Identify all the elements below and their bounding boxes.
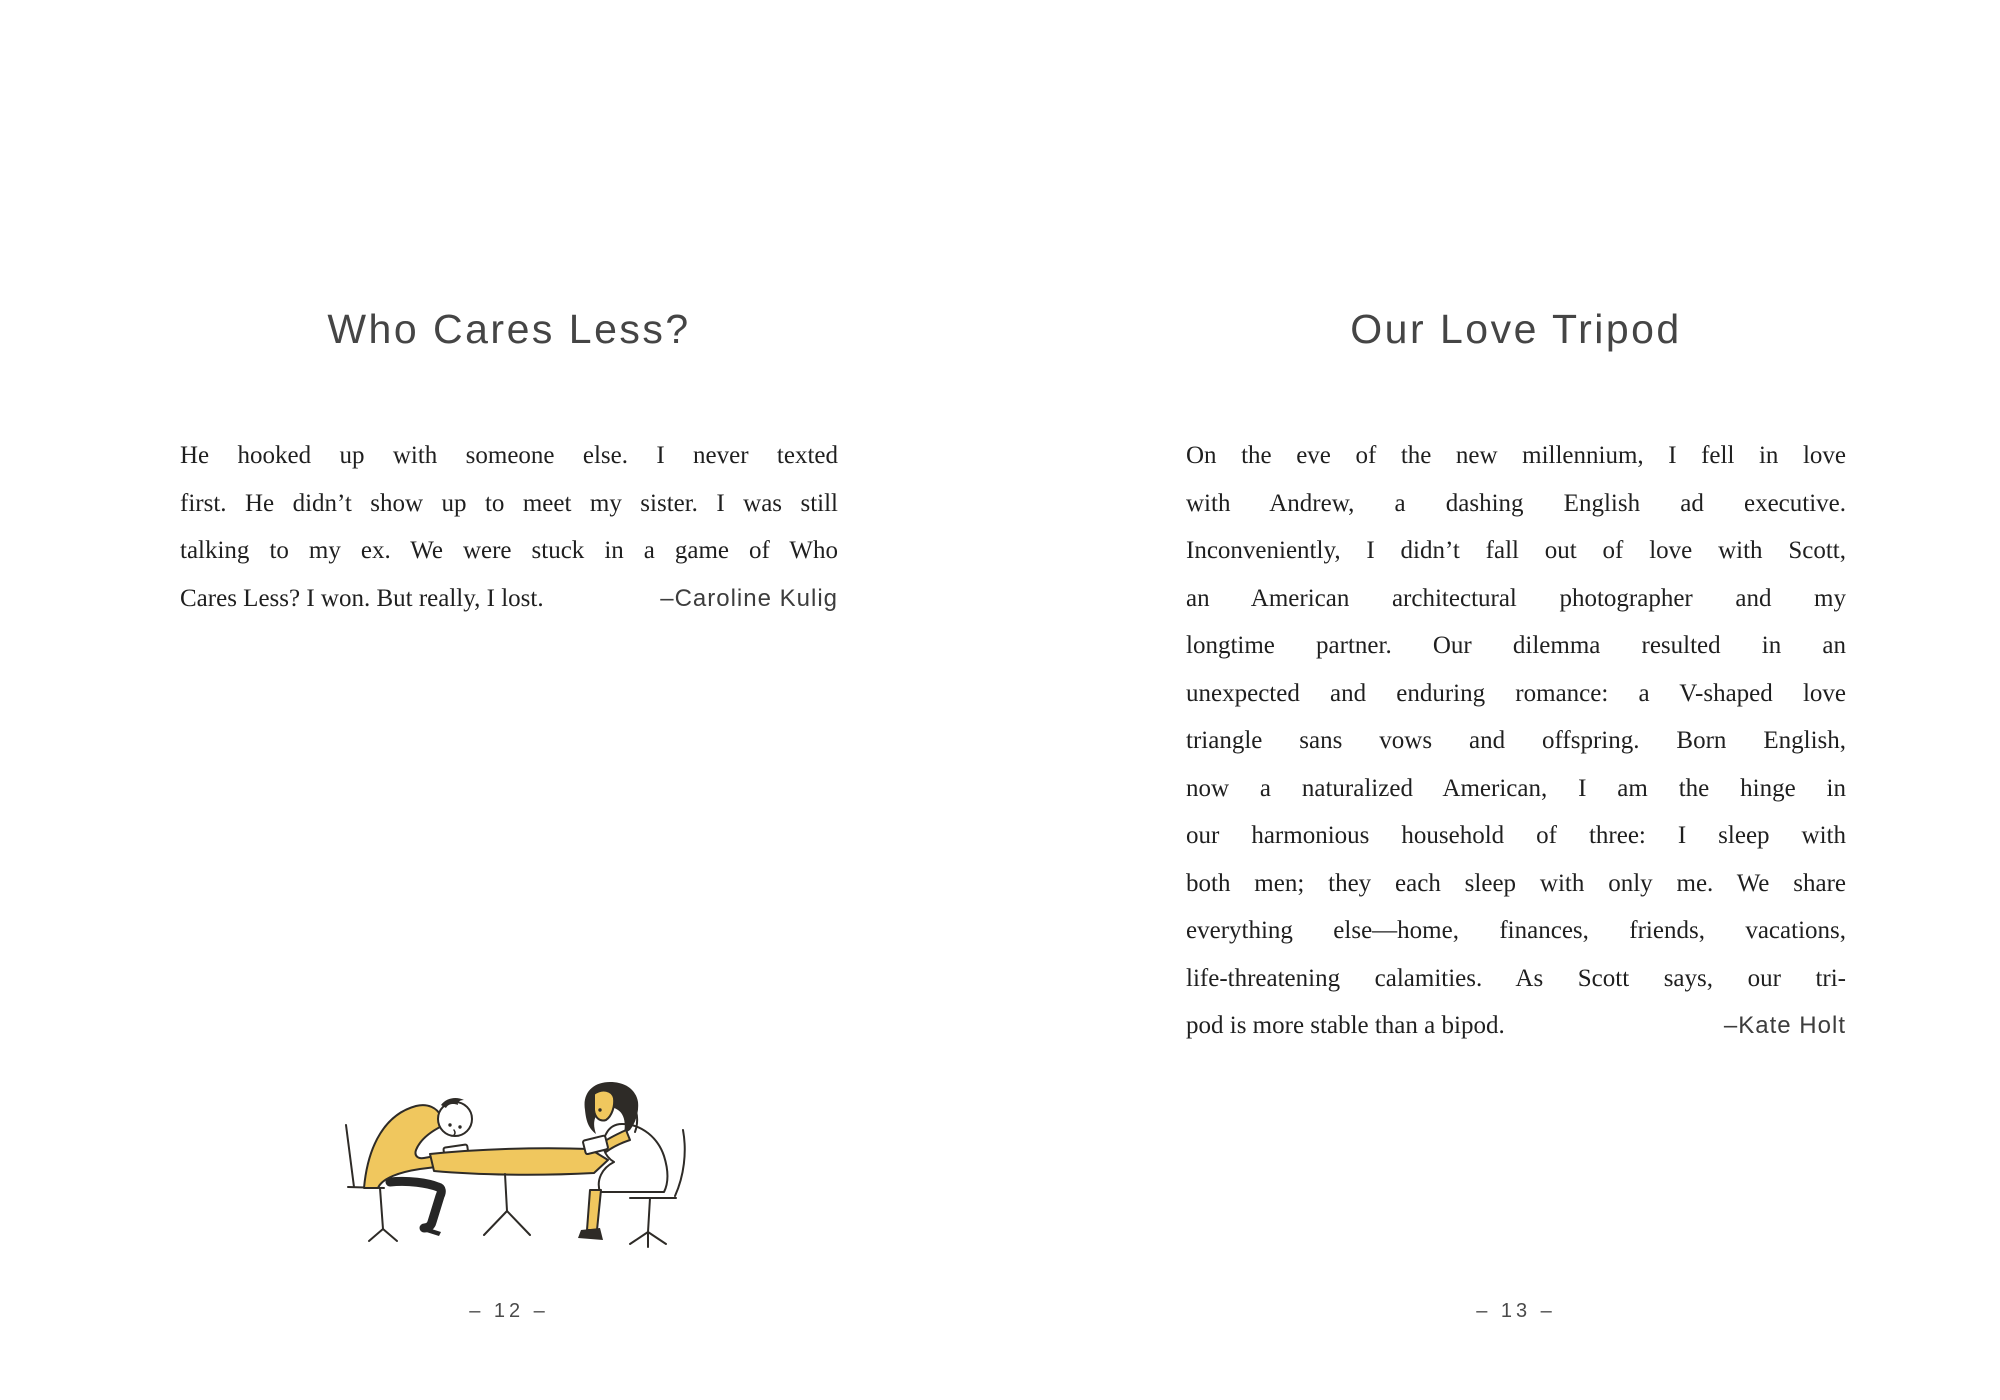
story-lines: [1186, 432, 1846, 1002]
text-line: talking to my ex. We were stuck in a game of Who: [180, 537, 838, 564]
couple-texting-illustration: [338, 1072, 710, 1256]
story-body: [1186, 432, 1846, 1050]
text-line: both men; they each sleep with only me. We share: [1186, 869, 1846, 897]
text-line: everything else—home, finances, friends, vacations,: [1186, 917, 1846, 944]
story-ending: pod is more stable than a bipod.: [1186, 1012, 1505, 1039]
text-line: first. He didn’t show up to meet my sister. I was still: [180, 489, 838, 517]
text-line: longtime partner. Our dilemma resulted in an: [1186, 632, 1846, 659]
author-attribution: –Kate Holt: [1723, 1012, 1846, 1039]
story-title: Who Cares Less?: [327, 306, 691, 352]
text-line: On the eve of the new millennium, I fell in love: [1186, 442, 1846, 469]
text-line: Inconveniently, I didn’t fall out of love with Scott,: [1186, 537, 1846, 564]
text-line: our harmonious household of three: I sleep with: [1186, 822, 1846, 849]
text-line: He hooked up with someone else. I never texted: [180, 442, 838, 469]
text-line: unexpected and enduring romance: a V-shaped love: [1186, 679, 1846, 707]
text-line: now a naturalized American, I am the hinge in: [1186, 774, 1846, 802]
story-last-line: [1186, 1002, 1846, 1050]
story-lines: [180, 432, 838, 575]
page-number: – 12 –: [469, 1300, 549, 1322]
author-attribution: –Caroline Kulig: [660, 584, 838, 612]
story-body: [180, 432, 838, 622]
story-title: Our Love Tripod: [1350, 306, 1682, 352]
text-line: an American architectural photographer and my: [1186, 584, 1846, 612]
story-ending: Cares Less? I won. But really, I lost.: [180, 584, 544, 612]
page-number: – 13 –: [1476, 1300, 1556, 1322]
page-right: [1186, 0, 1846, 1400]
story-last-line: [180, 575, 838, 623]
text-line: life-threatening calamities. As Scott says, our tri-: [1186, 964, 1846, 992]
table: [430, 1148, 608, 1235]
text-line: with Andrew, a dashing English ad executive.: [1186, 489, 1846, 517]
text-line: triangle sans vows and offspring. Born English,: [1186, 727, 1846, 754]
